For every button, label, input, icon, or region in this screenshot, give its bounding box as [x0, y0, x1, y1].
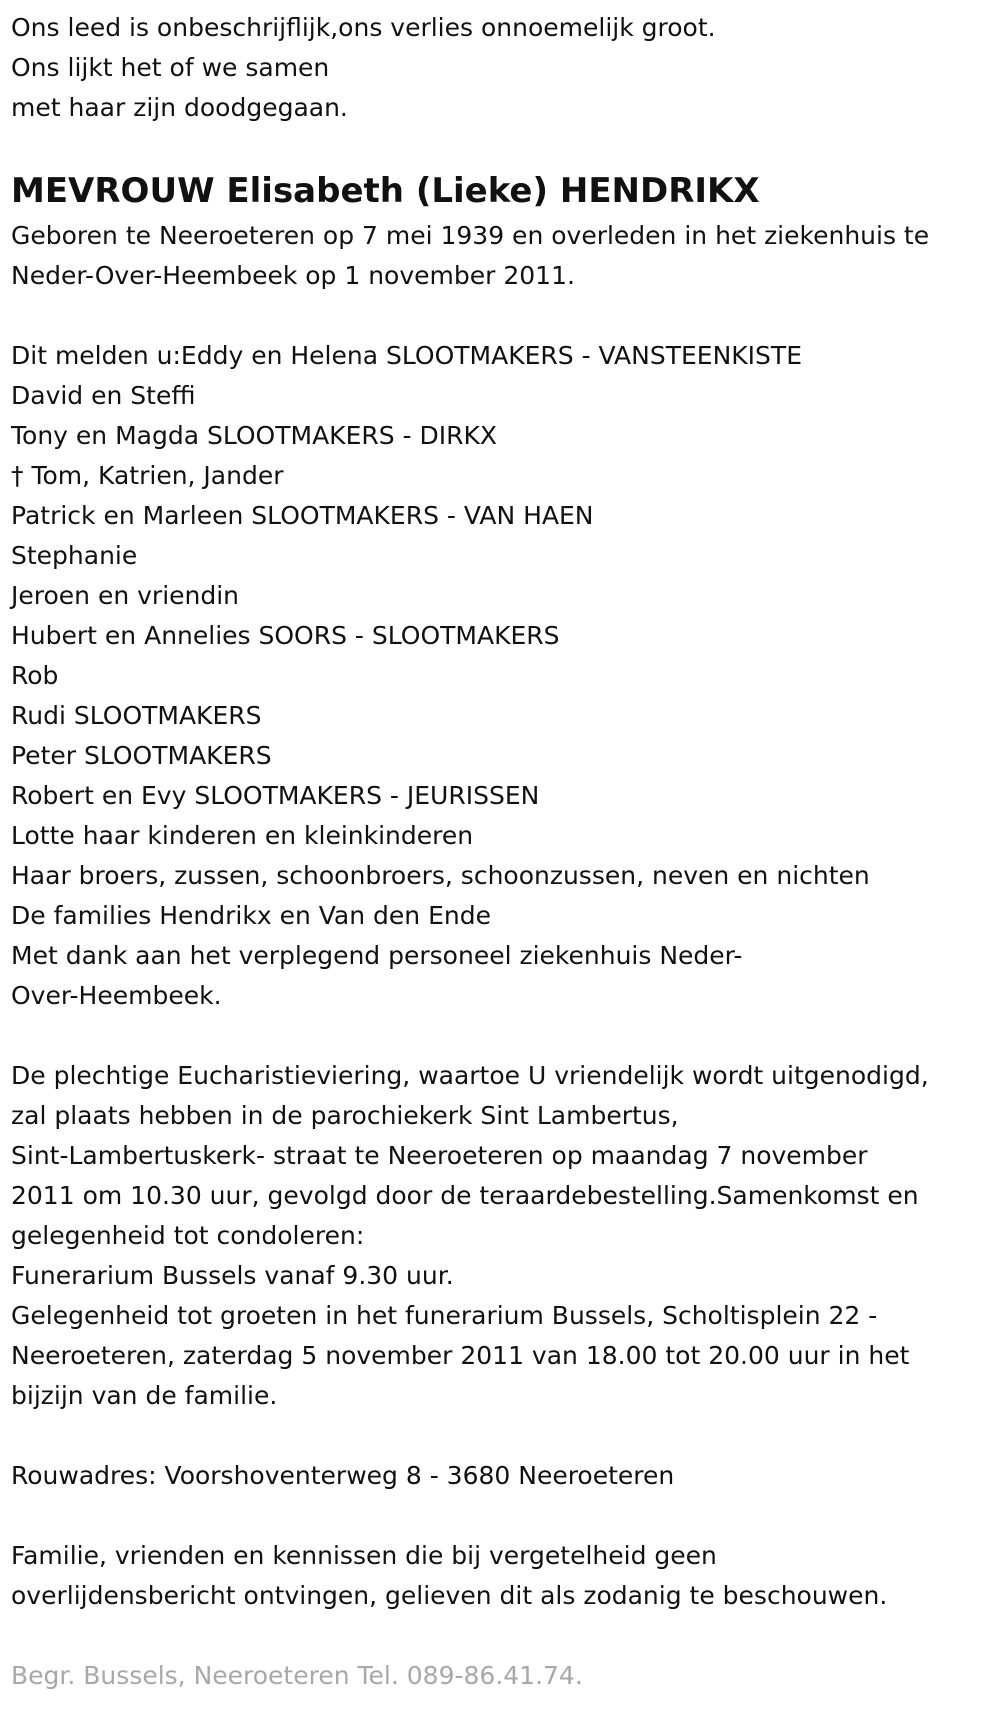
- family-line: Patrick en Marleen SLOOTMAKERS - VAN HAEN: [11, 501, 594, 530]
- opening-verse: [11, 8, 1000, 128]
- family-line: Lotte haar kinderen en kleinkinderen: [11, 821, 474, 850]
- family-line: Rudi SLOOTMAKERS: [11, 701, 262, 730]
- notice: [11, 1536, 1000, 1616]
- family-line: Dit melden u:Eddy en Helena SLOOTMAKERS - VANSTEENKISTE: [11, 341, 802, 370]
- ceremony-line: Neeroeteren, zaterdag 5 november 2011 van 18.00 tot 20.00 uur in het: [11, 1341, 910, 1370]
- spacer: [11, 1616, 1000, 1656]
- mourning-address: Rouwadres: Voorshoventerweg 8 - 3680 Neeroeteren: [11, 1461, 675, 1490]
- family-line: Tony en Magda SLOOTMAKERS - DIRKX: [11, 421, 498, 450]
- spacer: [11, 1416, 1000, 1456]
- birth-death-info: [11, 216, 1000, 296]
- ceremony-info: [11, 1056, 1000, 1416]
- spacer: [11, 1496, 1000, 1536]
- family-line: Hubert en Annelies SOORS - SLOOTMAKERS: [11, 621, 560, 650]
- notice-line: overlijdensbericht ontvingen, gelieven dit als zodanig te beschouwen.: [11, 1581, 888, 1610]
- ceremony-line: Funerarium Bussels vanaf 9.30 uur.: [11, 1261, 454, 1290]
- spacer: [11, 296, 1000, 336]
- family-line: † Tom, Katrien, Jander: [11, 461, 284, 490]
- deceased-name-heading: MEVROUW Elisabeth (Lieke) HENDRIKX: [11, 171, 760, 211]
- ceremony-line: gelegenheid tot condoleren:: [11, 1221, 365, 1250]
- family-line: Robert en Evy SLOOTMAKERS - JEURISSEN: [11, 781, 540, 810]
- family-line: Peter SLOOTMAKERS: [11, 741, 272, 770]
- announced-by-list: [11, 336, 1000, 1016]
- notice-line: Familie, vrienden en kennissen die bij vergetelheid geen: [11, 1541, 717, 1570]
- ceremony-line: Sint-Lambertuskerk- straat te Neeroeteren op maandag 7 november: [11, 1141, 868, 1170]
- birth-death-line: Geboren te Neeroeteren op 7 mei 1939 en overleden in het ziekenhuis te: [11, 221, 930, 250]
- family-line: Over-Heembeek.: [11, 981, 222, 1010]
- ceremony-line: Gelegenheid tot groeten in het funerarium Bussels, Scholtisplein 22 -: [11, 1301, 878, 1330]
- verse-line: Ons leed is onbeschrijflijk,ons verlies onnoemelijk groot.: [11, 13, 716, 42]
- verse-line: met haar zijn doodgegaan.: [11, 93, 348, 122]
- birth-death-line: Neder-Over-Heembeek op 1 november 2011.: [11, 261, 575, 290]
- family-line: Met dank aan het verplegend personeel ziekenhuis Neder-: [11, 941, 743, 970]
- family-line: Jeroen en vriendin: [11, 581, 240, 610]
- spacer: [11, 1016, 1000, 1056]
- ceremony-line: bijzijn van de familie.: [11, 1381, 278, 1410]
- verse-line: Ons lijkt het of we samen: [11, 53, 330, 82]
- family-line: Stephanie: [11, 541, 138, 570]
- family-line: Rob: [11, 661, 59, 690]
- ceremony-line: De plechtige Eucharistieviering, waartoe U vriendelijk wordt uitgenodigd,: [11, 1061, 929, 1090]
- family-line: De families Hendrikx en Van den Ende: [11, 901, 491, 930]
- family-line: Haar broers, zussen, schoonbroers, schoonzussen, neven en nichten: [11, 861, 870, 890]
- ceremony-line: zal plaats hebben in de parochiekerk Sint Lambertus,: [11, 1101, 679, 1130]
- funeral-home-footer: Begr. Bussels, Neeroeteren Tel. 089-86.41.74.: [11, 1661, 583, 1690]
- ceremony-line: 2011 om 10.30 uur, gevolgd door de teraardebestelling.Samenkomst en: [11, 1181, 919, 1210]
- family-line: David en Steffi: [11, 381, 196, 410]
